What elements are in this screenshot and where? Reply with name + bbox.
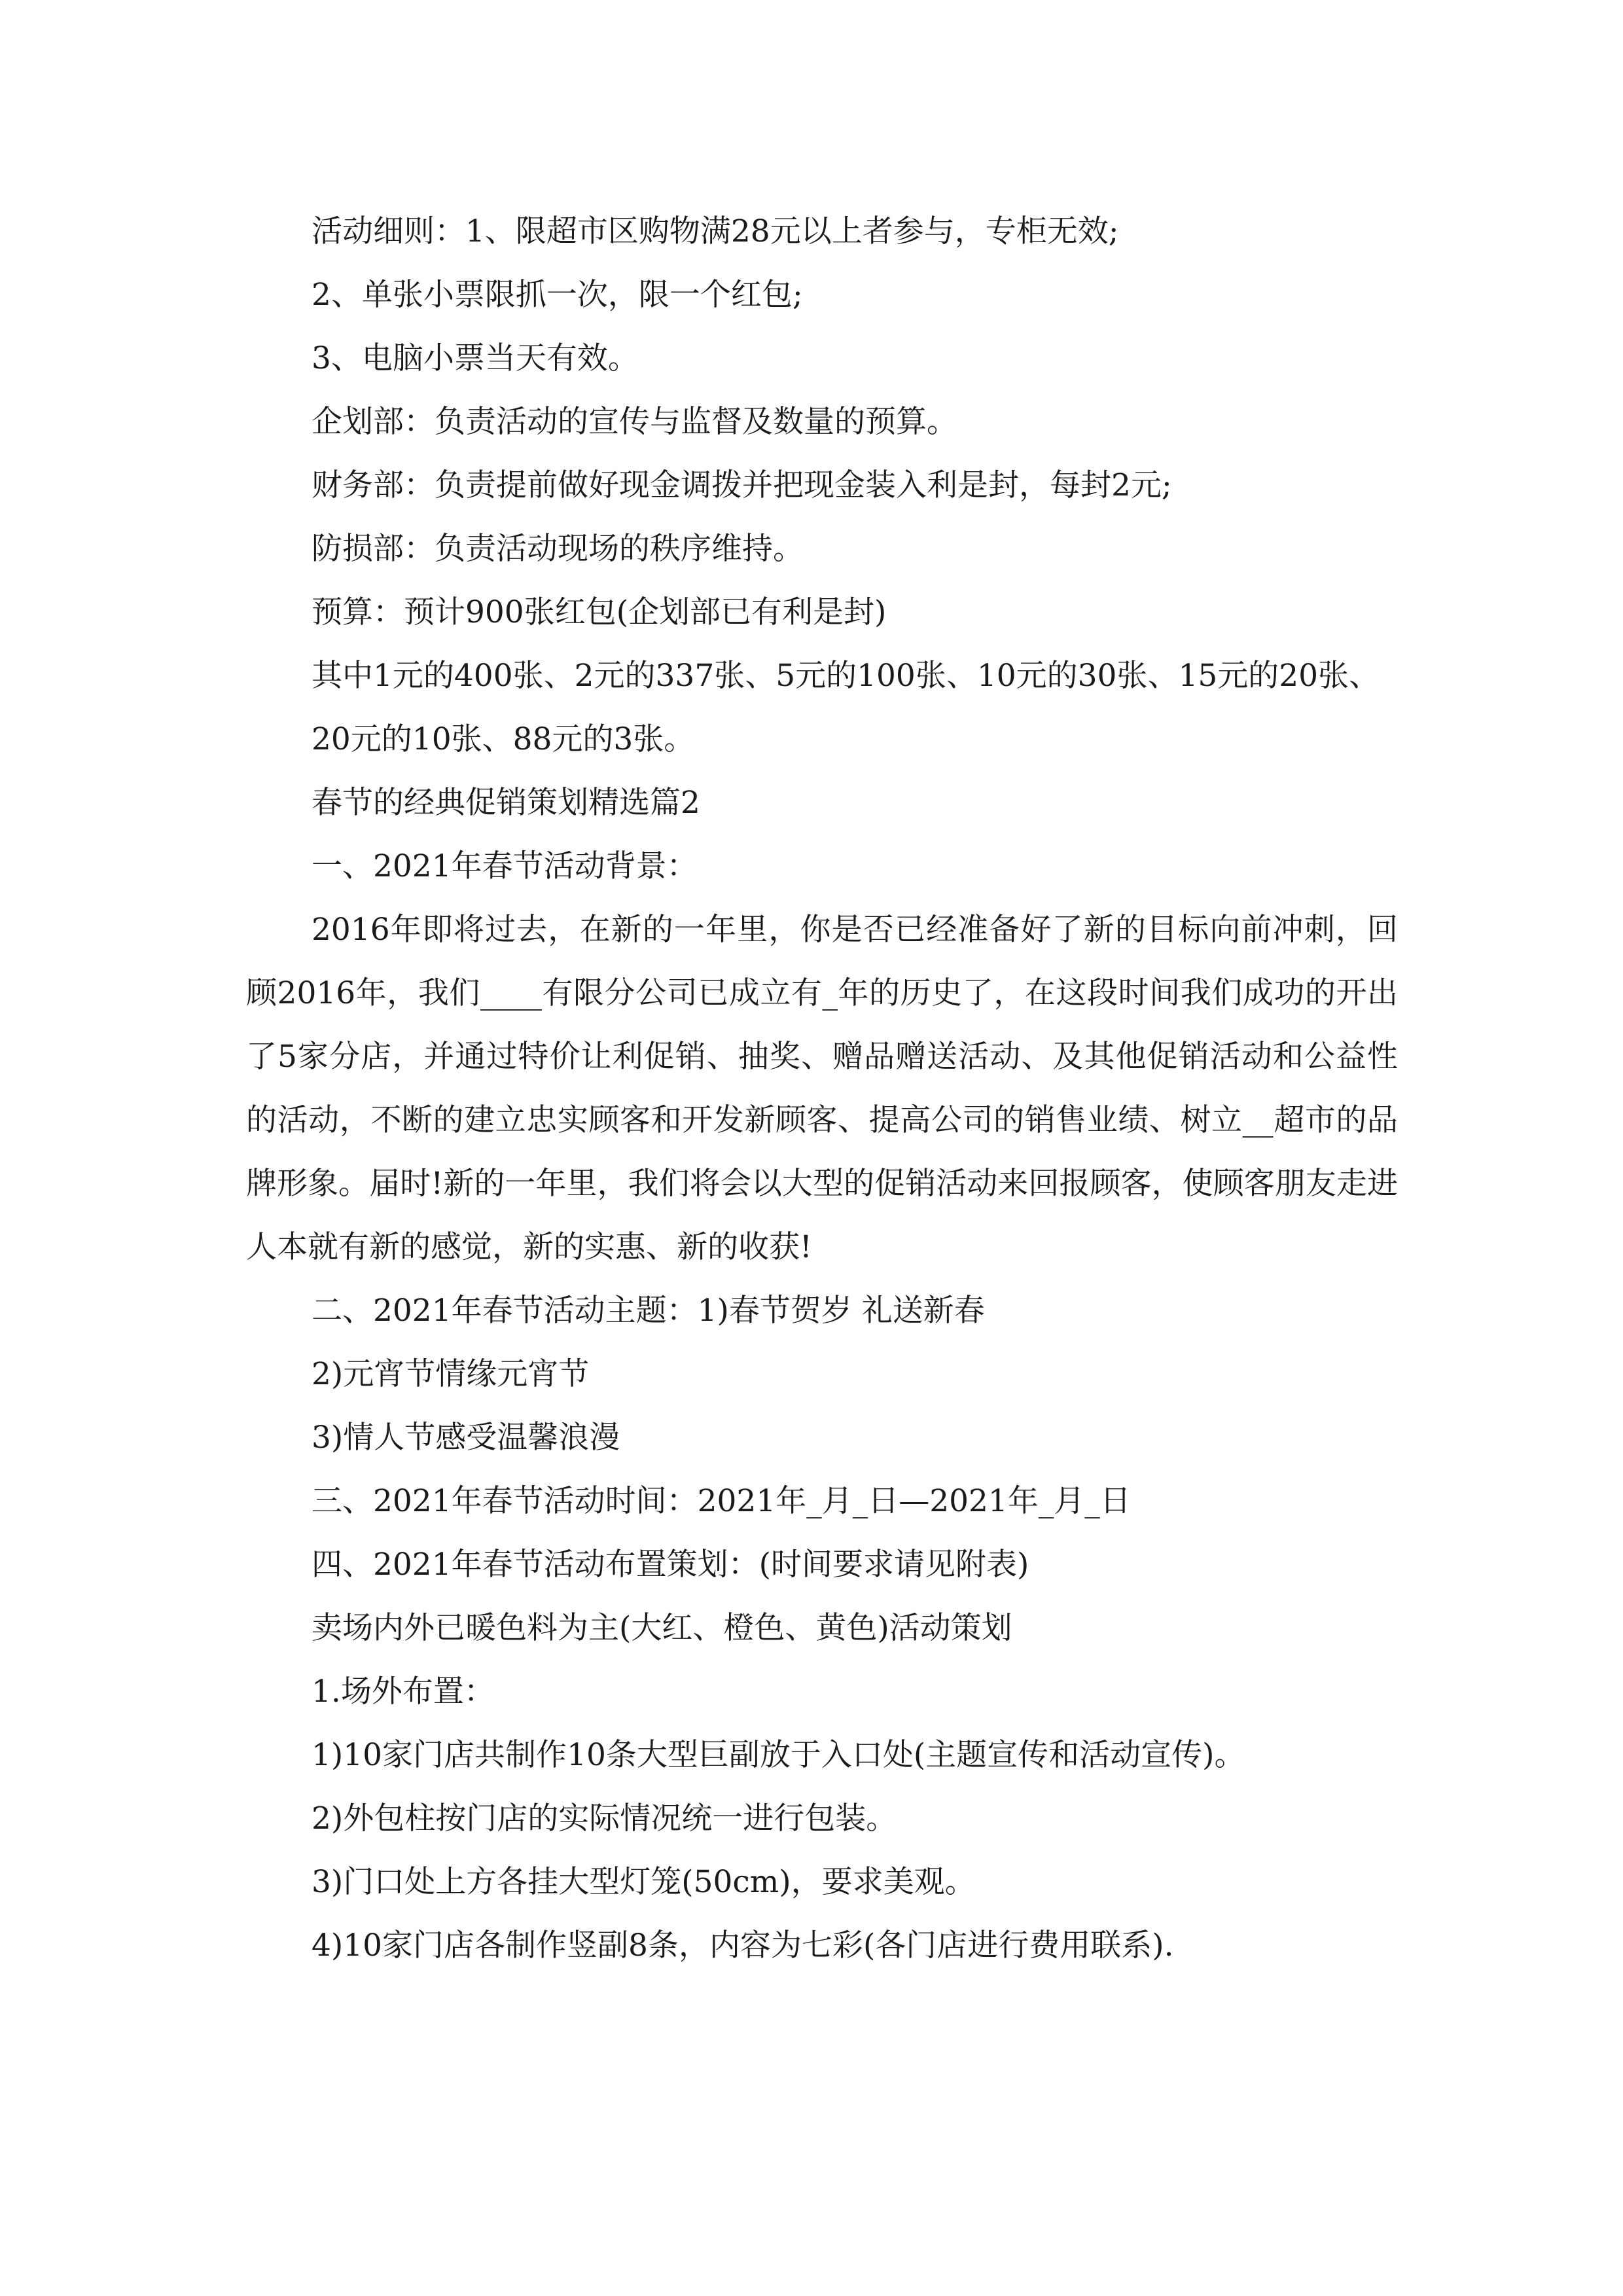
theme-heading: 二、2021年春节活动主题：1)春节贺岁 礼送新春 bbox=[312, 1293, 985, 1329]
planning-dept-line: 企划部：负责活动的宣传与监督及数量的预算。 bbox=[312, 404, 957, 440]
color-line: 卖场内外已暖色料为主(大红、橙色、黄色)活动策划 bbox=[312, 1610, 1012, 1646]
budget-detail-line-2: 20元的10张、88元的3张。 bbox=[312, 721, 695, 757]
section-title: 春节的经典促销策划精选篇2 bbox=[312, 785, 700, 821]
document-body bbox=[246, 200, 1398, 1977]
time-heading: 三、2021年春节活动时间：2021年_月_日—2021年_月_日 bbox=[312, 1483, 1131, 1519]
finance-dept-line: 财务部：负责提前做好现金调拨并把现金装入利是封，每封2元; bbox=[312, 467, 1172, 503]
outdoor-item-1: 1)10家门店共制作10条大型巨副放于入口处(主题宣传和活动宣传)。 bbox=[312, 1737, 1245, 1773]
outdoor-heading: 1.场外布置： bbox=[312, 1674, 495, 1710]
background-paragraph: 2016年即将过去，在新的一年里，你是否已经准备好了新的目标向前冲刺，回顾2016年，我们____有限分公司已成立有_年的历史了，在这段时间我们成功的开出了5家分店，并通过特价让利促销、抽奖、赠品赠送活动、及其他促销活动和公益性的活动，不断的建立忠实顾客和开发新顾客、提高公司的销售业绩、树立__超市的品牌形象。届时!新的一年里，我们将会以大型的促销活动来回报顾客，使顾客朋友走进人本就有新的感觉，新的实惠、新的收获! bbox=[246, 912, 1398, 1265]
outdoor-item-3: 3)门口处上方各挂大型灯笼(50cm)，要求美观。 bbox=[312, 1864, 976, 1900]
theme-item-3: 3)情人节感受温馨浪漫 bbox=[312, 1420, 620, 1456]
budget-detail-line: 其中1元的400张、2元的337张、5元的100张、10元的30张、15元的20张、 bbox=[312, 658, 1380, 694]
background-heading: 一、2021年春节活动背景： bbox=[312, 848, 698, 884]
theme-item-2: 2)元宵节情缘元宵节 bbox=[312, 1356, 590, 1392]
budget-line: 预算：预计900张红包(企划部已有利是封) bbox=[312, 594, 887, 630]
rule-line-2: 2、单张小票限抓一次，限一个红包; bbox=[312, 277, 803, 313]
rule-line-3: 3、电脑小票当天有效。 bbox=[312, 340, 639, 376]
layout-heading: 四、2021年春节活动布置策划：(时间要求请见附表) bbox=[312, 1547, 1029, 1583]
loss-prevention-line: 防损部：负责活动现场的秩序维持。 bbox=[312, 531, 804, 567]
rule-line-1: 活动细则：1、限超市区购物满28元以上者参与，专柜无效; bbox=[312, 213, 1119, 249]
outdoor-item-4: 4)10家门店各制作竖副8条，内容为七彩(各门店进行费用联系). bbox=[312, 1928, 1174, 1964]
outdoor-item-2: 2)外包柱按门店的实际情况统一进行包装。 bbox=[312, 1801, 897, 1837]
